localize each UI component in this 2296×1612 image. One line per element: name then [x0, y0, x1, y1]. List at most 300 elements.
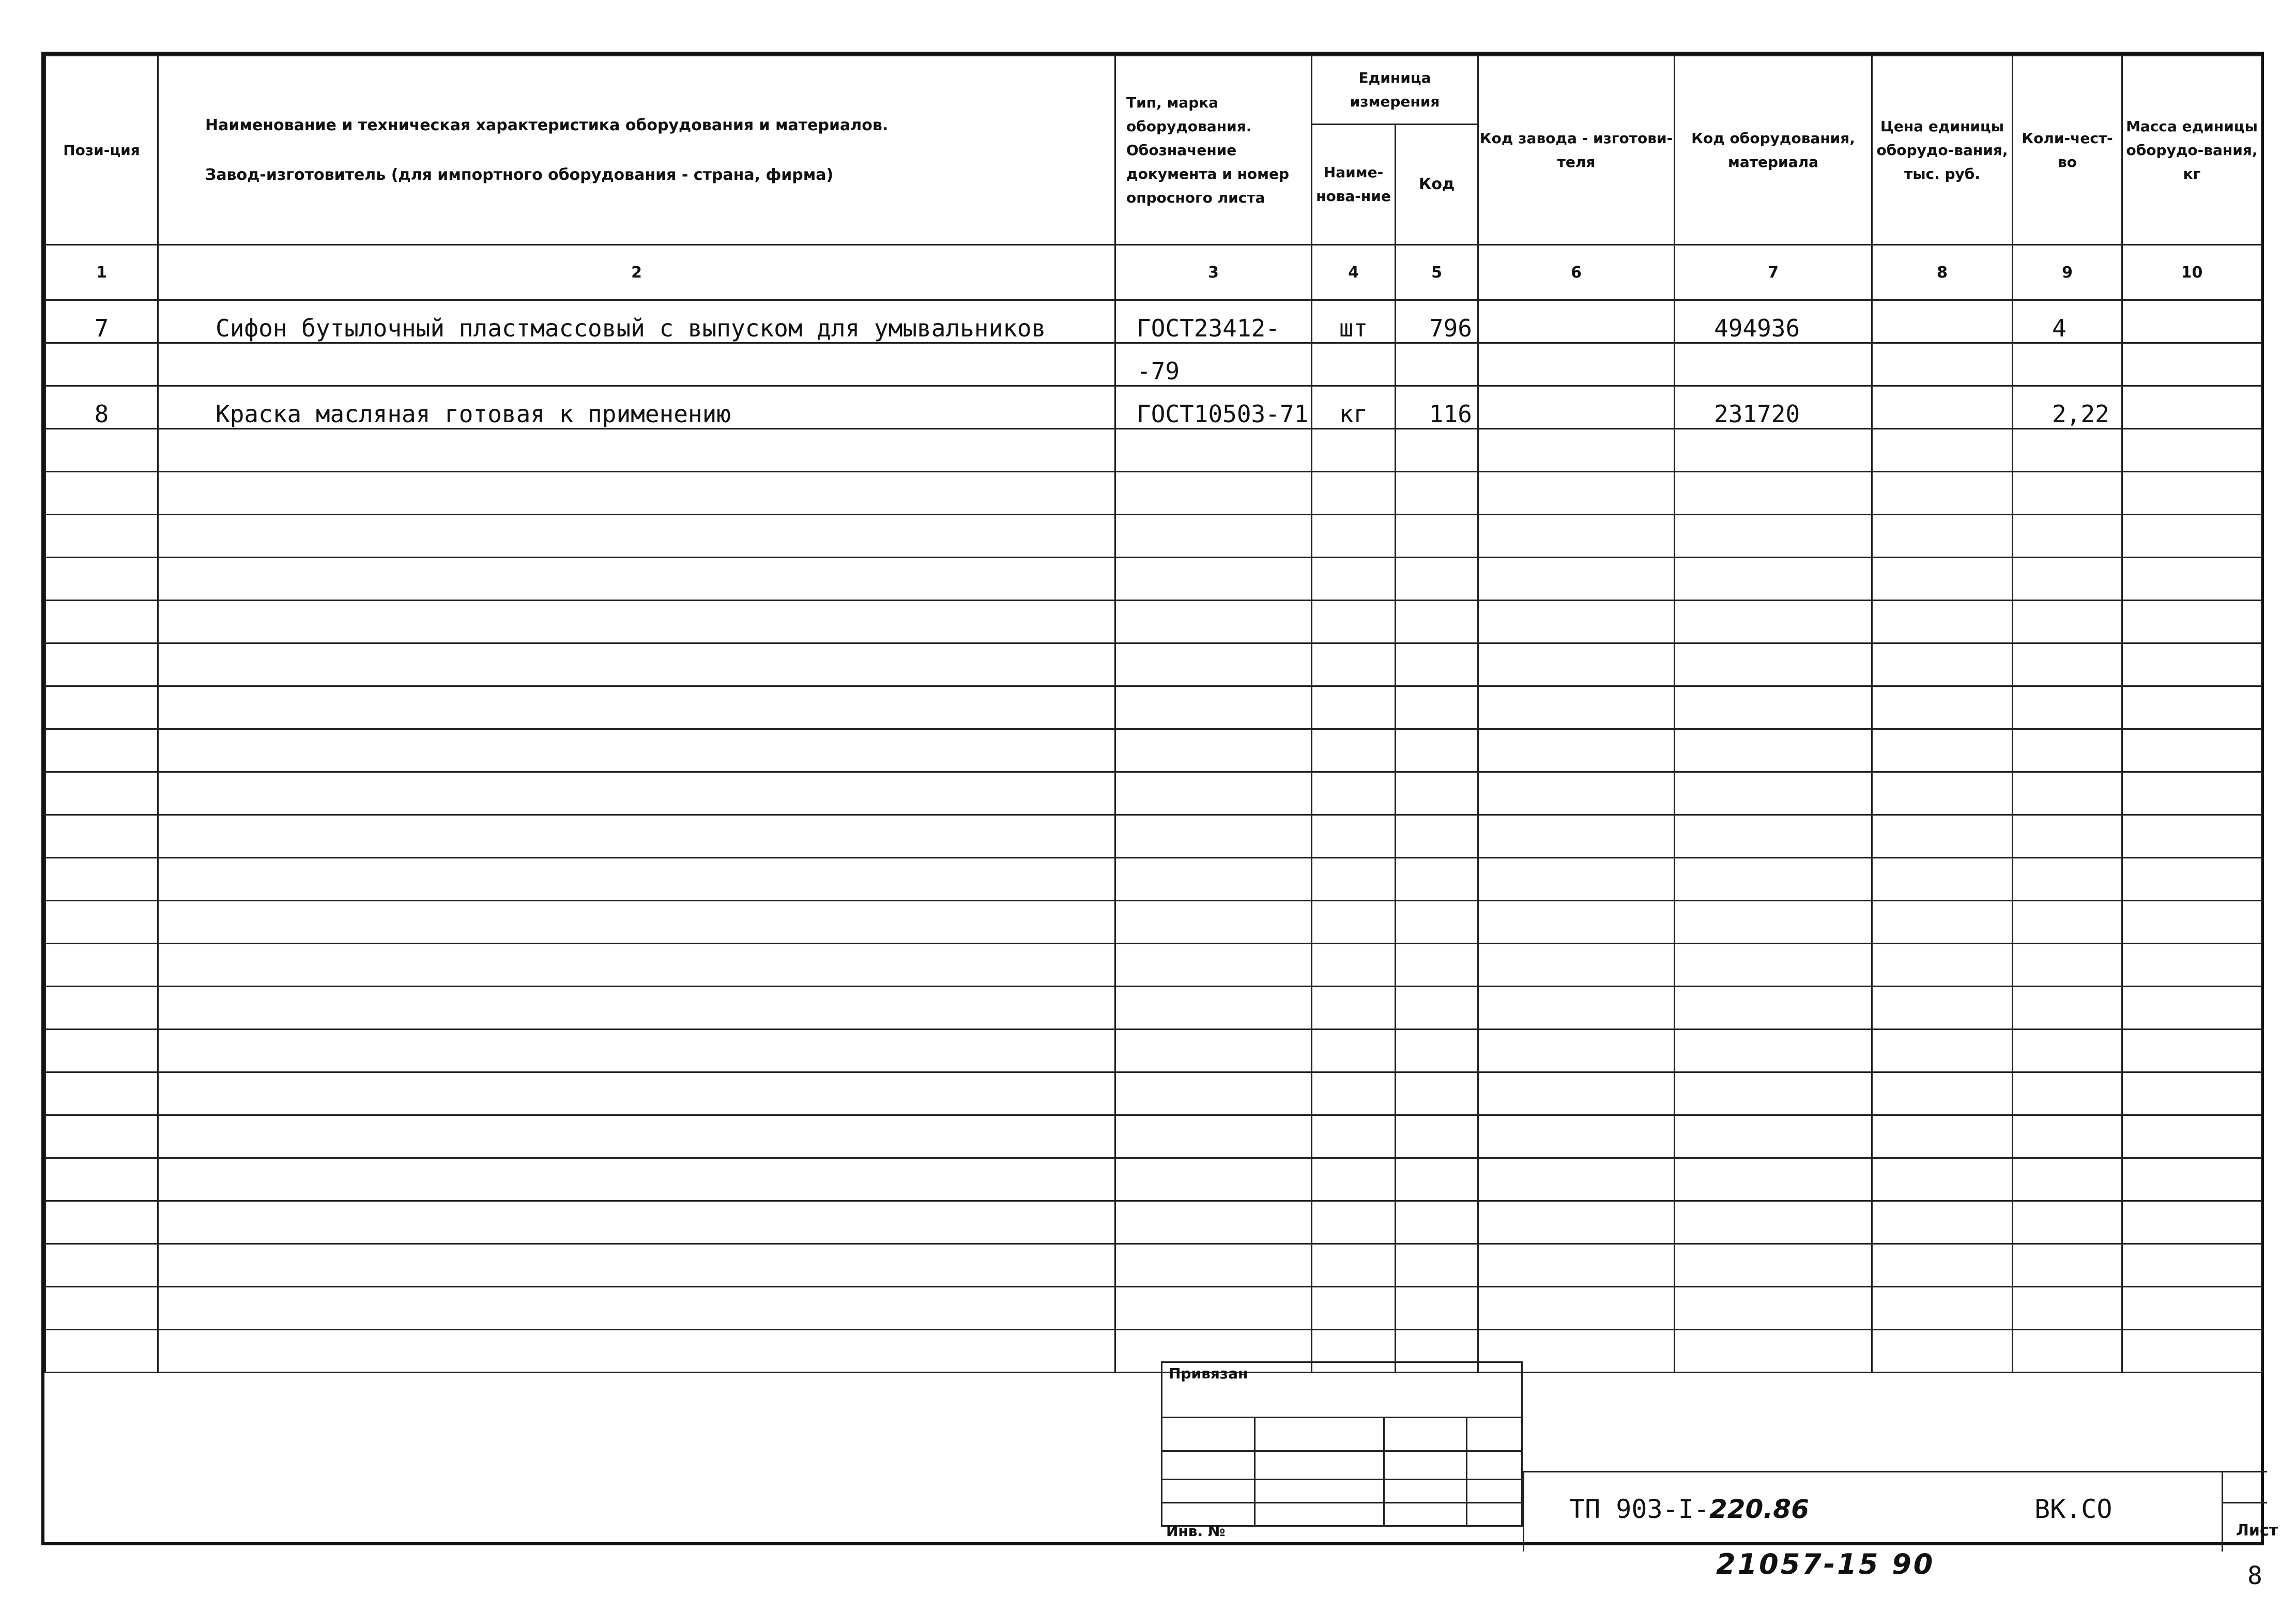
cell-name — [158, 1072, 1115, 1115]
cell-price — [1872, 772, 2013, 815]
cell-factory — [1478, 601, 1675, 643]
cell-pos: 7 — [45, 300, 158, 343]
cell-material — [1675, 901, 1872, 944]
cell-material: 231720 — [1675, 386, 1872, 429]
cell-mass — [2122, 686, 2262, 729]
table-row — [45, 386, 2262, 429]
cell-mass — [2122, 1072, 2262, 1115]
cell-pos — [45, 987, 158, 1030]
cell-name — [158, 643, 1115, 686]
cell-pos — [45, 1201, 158, 1244]
cell-pos — [45, 643, 158, 686]
column-number-row — [45, 245, 2262, 300]
cell-qty — [2013, 1072, 2122, 1115]
cell-price — [1872, 472, 2013, 515]
empty-table-row — [45, 1201, 2262, 1244]
cell-mass — [2122, 643, 2262, 686]
cell-pos — [45, 1030, 158, 1072]
cell-name — [158, 686, 1115, 729]
cell-mass — [2122, 429, 2262, 472]
cell-factory — [1478, 472, 1675, 515]
cell-material — [1675, 1201, 1872, 1244]
cell-type: ГОСТ23412- — [1115, 300, 1312, 343]
cell-qty — [2013, 858, 2122, 901]
cell-type — [1115, 815, 1312, 858]
cell-material — [1675, 686, 1872, 729]
cell-qty — [2013, 1330, 2122, 1373]
cell-type — [1115, 729, 1312, 772]
cell-mass — [2122, 1244, 2262, 1287]
cell-price — [1872, 987, 2013, 1030]
table-row — [45, 343, 2262, 386]
cell-qty — [2013, 901, 2122, 944]
cell-qty — [2013, 558, 2122, 601]
cell-type — [1115, 643, 1312, 686]
cell-factory — [1478, 1115, 1675, 1158]
cell-material — [1675, 815, 1872, 858]
empty-table-row — [45, 558, 2262, 601]
header-name — [158, 56, 1115, 245]
cell-code — [1396, 558, 1478, 601]
cell-price — [1872, 558, 2013, 601]
cell-mass — [2122, 729, 2262, 772]
cell-qty — [2013, 772, 2122, 815]
header-unit-code: Код — [1396, 125, 1478, 245]
cell-price — [1872, 1072, 2013, 1115]
cell-pos — [45, 1330, 158, 1373]
cell-qty — [2013, 472, 2122, 515]
cell-unit — [1312, 1244, 1396, 1287]
cell-price — [1872, 686, 2013, 729]
cell-pos — [45, 772, 158, 815]
empty-table-row — [45, 1287, 2262, 1330]
cell-code — [1396, 686, 1478, 729]
cell-qty — [2013, 1115, 2122, 1158]
cell-name — [158, 901, 1115, 944]
cell-material — [1675, 1158, 1872, 1201]
cell-material — [1675, 729, 1872, 772]
cell-type — [1115, 772, 1312, 815]
cell-factory — [1478, 772, 1675, 815]
cell-type — [1115, 944, 1312, 987]
document-code-prefix: ТП 903-I- — [1569, 1494, 1709, 1524]
empty-table-row — [45, 1244, 2262, 1287]
cell-mass — [2122, 515, 2262, 558]
cell-name — [158, 1030, 1115, 1072]
cell-unit — [1312, 987, 1396, 1030]
cell-factory — [1478, 1244, 1675, 1287]
cell-code — [1396, 1030, 1478, 1072]
cell-material — [1675, 515, 1872, 558]
cell-material — [1675, 601, 1872, 643]
cell-mass — [2122, 558, 2262, 601]
cell-unit — [1312, 515, 1396, 558]
cell-name — [158, 815, 1115, 858]
cell-pos — [45, 858, 158, 901]
cell-unit — [1312, 858, 1396, 901]
cell-price — [1872, 1201, 2013, 1244]
cell-qty — [2013, 686, 2122, 729]
cell-code — [1396, 429, 1478, 472]
cell-unit — [1312, 1072, 1396, 1115]
cell-unit: кг — [1312, 386, 1396, 429]
cell-unit — [1312, 1030, 1396, 1072]
empty-table-row — [45, 1072, 2262, 1115]
cell-factory — [1478, 558, 1675, 601]
cell-qty — [2013, 643, 2122, 686]
header-type: Тип, марка оборудования. Обозначение документа и номер опросного листа — [1115, 56, 1312, 245]
header-material-code: Код оборудования, материала — [1675, 56, 1872, 245]
cell-price — [1872, 1287, 2013, 1330]
signature-row-a — [1161, 1450, 1523, 1452]
cell-price — [1872, 429, 2013, 472]
cell-qty — [2013, 1030, 2122, 1072]
cell-price — [1872, 300, 2013, 343]
cell-mass — [2122, 815, 2262, 858]
header-unit-group: Единица измерения — [1312, 56, 1478, 125]
column-number-6: 6 — [1478, 245, 1675, 300]
column-number-7: 7 — [1675, 245, 1872, 300]
cell-pos — [45, 1244, 158, 1287]
cell-qty — [2013, 729, 2122, 772]
empty-table-row — [45, 1330, 2262, 1373]
cell-material — [1675, 1115, 1872, 1158]
cell-qty — [2013, 815, 2122, 858]
column-number-10: 10 — [2122, 245, 2262, 300]
cell-factory — [1478, 901, 1675, 944]
cell-qty — [2013, 429, 2122, 472]
document-code-suffix: 220.86 — [1709, 1494, 1809, 1524]
column-number-8: 8 — [1872, 245, 2013, 300]
cell-material — [1675, 1244, 1872, 1287]
cell-name: Краска масляная готовая к применению — [158, 386, 1115, 429]
cell-name — [158, 1244, 1115, 1287]
cell-price — [1872, 1158, 2013, 1201]
cell-price — [1872, 643, 2013, 686]
signature-row-c — [1161, 1502, 1523, 1503]
cell-qty — [2013, 987, 2122, 1030]
empty-table-row — [45, 772, 2262, 815]
cell-type — [1115, 429, 1312, 472]
cell-qty: 4 — [2013, 300, 2122, 343]
cell-type — [1115, 987, 1312, 1030]
cell-mass — [2122, 386, 2262, 429]
cell-type — [1115, 1115, 1312, 1158]
column-number-9: 9 — [2013, 245, 2122, 300]
cell-pos — [45, 686, 158, 729]
cell-type — [1115, 1072, 1312, 1115]
cell-material — [1675, 1030, 1872, 1072]
cell-pos — [45, 729, 158, 772]
cell-code — [1396, 987, 1478, 1030]
empty-table-row — [45, 858, 2262, 901]
cell-code — [1396, 1072, 1478, 1115]
cell-unit — [1312, 1201, 1396, 1244]
cell-unit — [1312, 601, 1396, 643]
cell-mass — [2122, 858, 2262, 901]
cell-unit — [1312, 429, 1396, 472]
header-position: Пози-ция — [45, 56, 158, 245]
cell-name — [158, 1158, 1115, 1201]
cell-type — [1115, 901, 1312, 944]
empty-table-row — [45, 429, 2262, 472]
cell-unit — [1312, 1287, 1396, 1330]
cell-unit — [1312, 686, 1396, 729]
cell-qty — [2013, 944, 2122, 987]
cell-pos — [45, 944, 158, 987]
archive-stamp: 21057-15 90 — [1716, 1548, 1935, 1580]
cell-mass — [2122, 472, 2262, 515]
cell-type — [1115, 1201, 1312, 1244]
cell-factory — [1478, 729, 1675, 772]
cell-material — [1675, 1072, 1872, 1115]
cell-mass — [2122, 772, 2262, 815]
cell-code: 116 — [1396, 386, 1478, 429]
cell-type — [1115, 558, 1312, 601]
header-quantity: Коли-чест-во — [2013, 56, 2122, 245]
cell-type — [1115, 1244, 1312, 1287]
cell-unit — [1312, 343, 1396, 386]
signature-row-b — [1161, 1479, 1523, 1480]
cell-price — [1872, 601, 2013, 643]
cell-code — [1396, 515, 1478, 558]
column-number-4: 4 — [1312, 245, 1396, 300]
cell-material — [1675, 643, 1872, 686]
cell-mass — [2122, 601, 2262, 643]
cell-pos — [45, 1287, 158, 1330]
cell-mass — [2122, 343, 2262, 386]
signature-grid — [1161, 1418, 1523, 1527]
cell-type: ГОСТ10503-71 — [1115, 386, 1312, 429]
cell-pos — [45, 901, 158, 944]
cell-factory — [1478, 643, 1675, 686]
cell-type — [1115, 858, 1312, 901]
cell-code: 796 — [1396, 300, 1478, 343]
cell-unit: шт — [1312, 300, 1396, 343]
cell-mass — [2122, 901, 2262, 944]
cell-mass — [2122, 987, 2262, 1030]
header-unit-name: Наиме-нова-ние — [1312, 125, 1396, 245]
cell-price — [1872, 386, 2013, 429]
cell-pos — [45, 815, 158, 858]
cell-pos — [45, 429, 158, 472]
cell-price — [1872, 858, 2013, 901]
inventory-label: Инв. № — [1166, 1523, 1226, 1540]
specification-table — [44, 55, 2262, 1373]
cell-factory — [1478, 386, 1675, 429]
cell-material — [1675, 1330, 1872, 1373]
cell-mass — [2122, 1330, 2262, 1373]
cell-mass — [2122, 1158, 2262, 1201]
empty-table-row — [45, 901, 2262, 944]
cell-qty — [2013, 1244, 2122, 1287]
cell-name — [158, 1287, 1115, 1330]
cell-price — [1872, 901, 2013, 944]
empty-table-row — [45, 1158, 2262, 1201]
cell-factory — [1478, 987, 1675, 1030]
cell-pos — [45, 1072, 158, 1115]
cell-name — [158, 987, 1115, 1030]
column-number-5: 5 — [1396, 245, 1478, 300]
signature-col-c — [1466, 1418, 1467, 1527]
cell-name — [158, 858, 1115, 901]
header-factory-code: Код завода - изготови-теля — [1478, 56, 1675, 245]
cell-unit — [1312, 815, 1396, 858]
cell-factory — [1478, 1030, 1675, 1072]
cell-mass — [2122, 1030, 2262, 1072]
empty-table-row — [45, 729, 2262, 772]
cell-pos — [45, 472, 158, 515]
cell-factory — [1478, 300, 1675, 343]
header-mass: Масса единицы оборудо-вания, кг — [2122, 56, 2262, 245]
cell-name — [158, 472, 1115, 515]
cell-qty — [2013, 1201, 2122, 1244]
cell-code — [1396, 858, 1478, 901]
cell-price — [1872, 944, 2013, 987]
cell-factory — [1478, 343, 1675, 386]
cell-code — [1396, 1115, 1478, 1158]
cell-material — [1675, 558, 1872, 601]
cell-code — [1396, 472, 1478, 515]
cell-name — [158, 1115, 1115, 1158]
cell-factory — [1478, 944, 1675, 987]
cell-name — [158, 558, 1115, 601]
cell-pos — [45, 343, 158, 386]
cell-qty — [2013, 1158, 2122, 1201]
cell-qty: 2,22 — [2013, 386, 2122, 429]
cell-unit — [1312, 901, 1396, 944]
cell-factory — [1478, 1287, 1675, 1330]
column-number-3: 3 — [1115, 245, 1312, 300]
cell-code — [1396, 944, 1478, 987]
header-name-line2: Завод-изготовитель (для импортного оборудования - страна, фирма) — [205, 165, 834, 184]
cell-name — [158, 944, 1115, 987]
cell-pos — [45, 1158, 158, 1201]
cell-material: 494936 — [1675, 300, 1872, 343]
cell-price — [1872, 343, 2013, 386]
cell-code — [1396, 643, 1478, 686]
cell-name — [158, 1330, 1115, 1373]
cell-qty — [2013, 1287, 2122, 1330]
column-number-2: 2 — [158, 245, 1115, 300]
cell-price — [1872, 1330, 2013, 1373]
cell-factory — [1478, 815, 1675, 858]
cell-type — [1115, 601, 1312, 643]
signature-col-a — [1254, 1418, 1256, 1527]
cell-code — [1396, 815, 1478, 858]
cell-qty — [2013, 343, 2122, 386]
cell-unit — [1312, 558, 1396, 601]
document-mark: ВК.СО — [2034, 1494, 2113, 1524]
cell-code — [1396, 343, 1478, 386]
table-row — [45, 300, 2262, 343]
cell-material — [1675, 987, 1872, 1030]
cell-type — [1115, 515, 1312, 558]
sheet-number: 8 — [2247, 1561, 2262, 1590]
cell-code — [1396, 1287, 1478, 1330]
cell-mass — [2122, 944, 2262, 987]
cell-factory — [1478, 429, 1675, 472]
cell-code — [1396, 772, 1478, 815]
cell-unit — [1312, 472, 1396, 515]
sheet-box-divider — [2222, 1502, 2267, 1503]
cell-material — [1675, 429, 1872, 472]
document-code — [1569, 1494, 1809, 1524]
cell-factory — [1478, 515, 1675, 558]
empty-table-row — [45, 987, 2262, 1030]
cell-unit — [1312, 643, 1396, 686]
cell-price — [1872, 1244, 2013, 1287]
cell-mass — [2122, 1287, 2262, 1330]
cell-name — [158, 1201, 1115, 1244]
cell-type — [1115, 686, 1312, 729]
cell-code — [1396, 601, 1478, 643]
cell-mass — [2122, 1201, 2262, 1244]
cell-pos — [45, 558, 158, 601]
empty-table-row — [45, 815, 2262, 858]
cell-price — [1872, 1115, 2013, 1158]
empty-table-row — [45, 944, 2262, 987]
cell-type — [1115, 1158, 1312, 1201]
empty-table-row — [45, 472, 2262, 515]
cell-material — [1675, 1287, 1872, 1330]
cell-unit — [1312, 944, 1396, 987]
column-number-1: 1 — [45, 245, 158, 300]
cell-type — [1115, 472, 1312, 515]
cell-code — [1396, 1201, 1478, 1244]
cell-price — [1872, 729, 2013, 772]
cell-qty — [2013, 601, 2122, 643]
cell-unit — [1312, 1158, 1396, 1201]
cell-material — [1675, 772, 1872, 815]
cell-code — [1396, 1244, 1478, 1287]
cell-name — [158, 729, 1115, 772]
cell-factory — [1478, 686, 1675, 729]
cell-qty — [2013, 515, 2122, 558]
cell-code — [1396, 1158, 1478, 1201]
sheet-label: Лист — [2236, 1522, 2278, 1540]
cell-unit — [1312, 772, 1396, 815]
cell-factory — [1478, 1072, 1675, 1115]
empty-table-row — [45, 643, 2262, 686]
cell-material — [1675, 858, 1872, 901]
cell-mass — [2122, 1115, 2262, 1158]
cell-pos: 8 — [45, 386, 158, 429]
cell-material — [1675, 944, 1872, 987]
signature-col-b — [1383, 1418, 1385, 1527]
cell-price — [1872, 1030, 2013, 1072]
cell-material — [1675, 343, 1872, 386]
header-price: Цена единицы оборудо-вания, тыс. руб. — [1872, 56, 2013, 245]
empty-table-row — [45, 515, 2262, 558]
cell-name: Сифон бутылочный пластмассовый с выпуском для умывальников — [158, 300, 1115, 343]
header-name-line1: Наименование и техническая характеристика оборудования и материалов. — [205, 116, 889, 134]
empty-table-row — [45, 601, 2262, 643]
cell-name — [158, 343, 1115, 386]
cell-code — [1396, 901, 1478, 944]
cell-price — [1872, 815, 2013, 858]
cell-pos — [45, 1115, 158, 1158]
attached-label: Привязан — [1169, 1365, 1248, 1382]
cell-name — [158, 515, 1115, 558]
cell-name — [158, 772, 1115, 815]
cell-name — [158, 429, 1115, 472]
cell-factory — [1478, 1158, 1675, 1201]
cell-material — [1675, 472, 1872, 515]
empty-table-row — [45, 1030, 2262, 1072]
cell-name — [158, 601, 1115, 643]
cell-type — [1115, 1287, 1312, 1330]
